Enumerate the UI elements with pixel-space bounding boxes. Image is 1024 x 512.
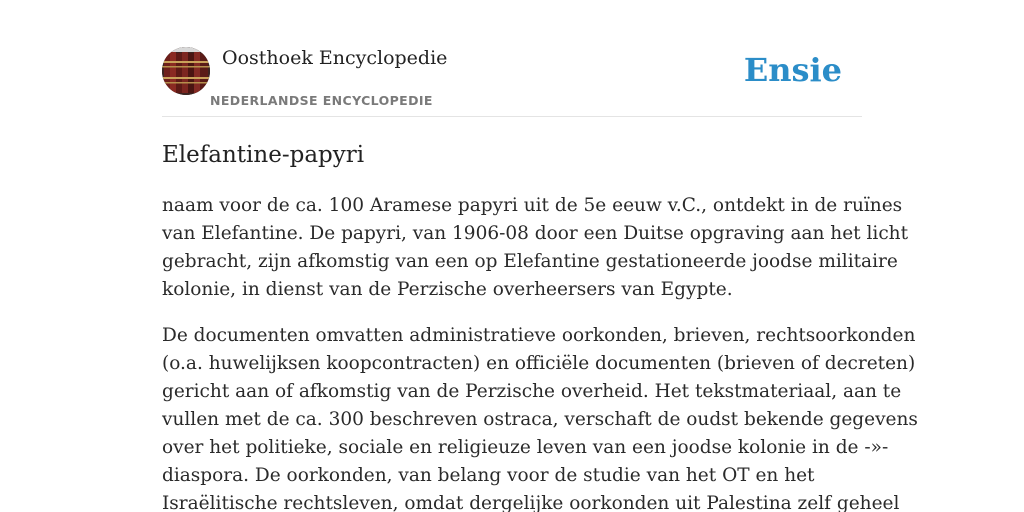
paragraph-line: naam voor de ca. 100 Aramese papyri uit de 5e eeuw v.C., ontdekt in de ruïnes <box>162 195 903 216</box>
paragraph-line: van Elefantine. De papyri, van 1906-08 door een Duitse opgraving aan het licht <box>162 223 909 244</box>
paragraph-line: over het politieke, sociale en religieuze leven van een joodse kolonie in de -»- <box>162 437 889 458</box>
paragraph-line: vullen met de ca. 300 beschreven ostraca, verschaft de oudst bekende gegevens <box>162 409 918 430</box>
site-avatar[interactable] <box>162 47 210 95</box>
paragraph-line: De documenten omvatten administratieve oorkonden, brieven, rechtsoorkonden <box>162 325 916 346</box>
paragraph-line: diaspora. De oorkonden, van belang voor de studie van het OT en het <box>162 465 815 486</box>
paragraph-line: gebracht, zijn afkomstig van een op Elefantine gestationeerde joodse militaire <box>162 251 898 272</box>
ensie-logo-link[interactable]: Ensie <box>743 51 842 89</box>
paragraph-line: gericht aan of afkomstig van de Perzische overheid. Het tekstmateriaal, aan te <box>162 381 902 402</box>
site-title[interactable]: Oosthoek Encyclopedie <box>222 47 448 69</box>
paragraph-line: Israëlitische rechtsleven, omdat dergelijke oorkonden uit Palestina zelf geheel <box>162 493 900 512</box>
site-header <box>162 46 862 117</box>
paragraph-line: kolonie, in dienst van de Perzische overheersers van Egypte. <box>162 279 733 300</box>
site-subtitle: NEDERLANDSE ENCYCLOPEDIE <box>210 93 433 108</box>
encyclopedia-books-icon <box>162 47 210 95</box>
article-paragraph-1 <box>162 192 909 304</box>
article-paragraph-2 <box>162 322 918 512</box>
paragraph-line: (o.a. huwelijksen koopcontracten) en officiële documenten (brieven of decreten) <box>162 353 916 374</box>
article-body <box>162 192 918 512</box>
article-title: Elefantine-papyri <box>162 142 365 168</box>
